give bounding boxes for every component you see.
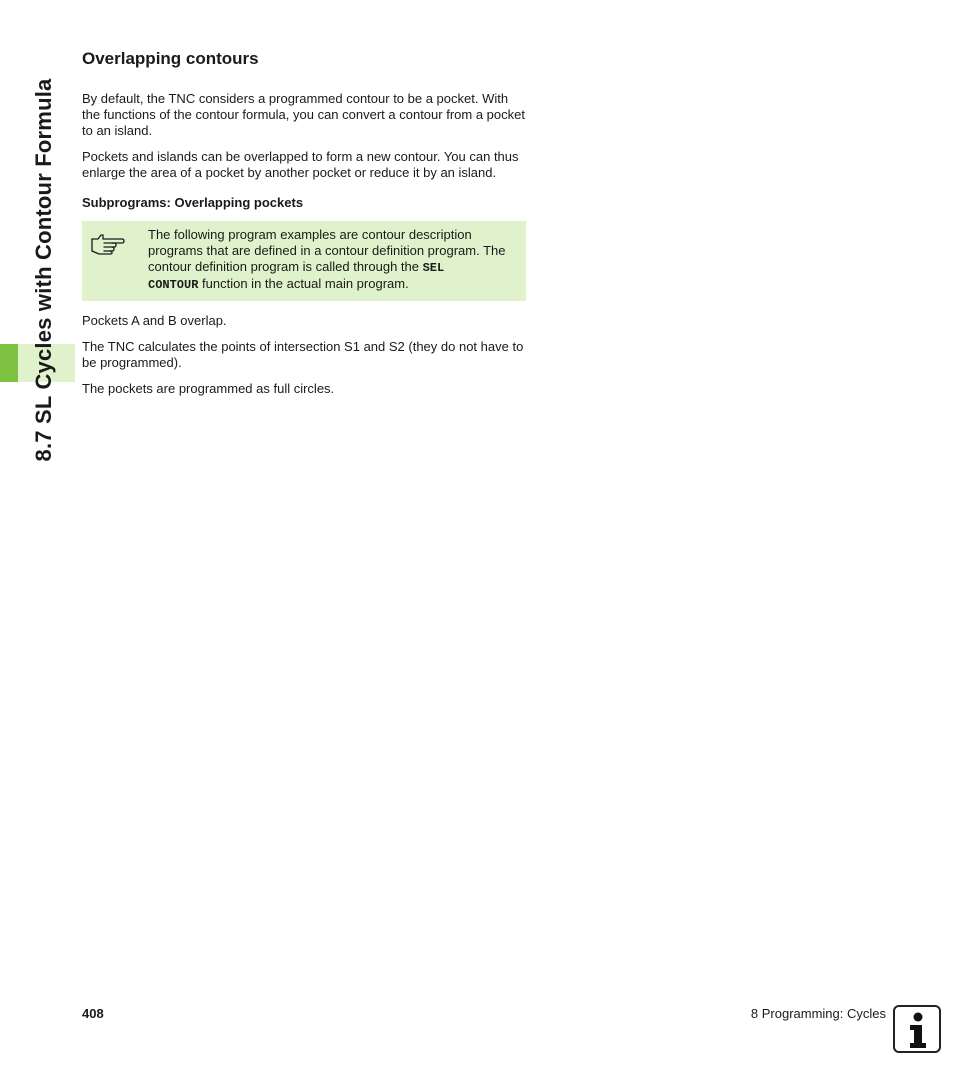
paragraph: Pockets and islands can be overlapped to form a new contour. You can thus enlarge the area of a pocket by another pocket or reduce it by an island.	[82, 149, 519, 180]
pointing-hand-icon	[90, 227, 148, 293]
code-keyword: CONTOUR	[148, 278, 199, 292]
chapter-title: 8.7 SL Cycles with Contour Formula	[31, 78, 56, 462]
note-text	[148, 227, 514, 293]
paragraph: Pockets A and B overlap.	[82, 313, 227, 328]
section-heading: Overlapping contours	[82, 49, 259, 68]
paragraph: By default, the TNC considers a programmed contour to be a pocket. With the functions of the contour formula, you can convert a contour from a pocket to an island.	[82, 91, 525, 138]
info-icon	[893, 1005, 941, 1053]
note-text-part: function in the actual main program.	[198, 276, 409, 291]
page-number: 408	[82, 1006, 104, 1021]
main-content	[82, 48, 526, 407]
paragraph: The pockets are programmed as full circles.	[82, 381, 335, 396]
note-box	[82, 221, 526, 301]
code-keyword: SEL	[422, 261, 445, 275]
note-text-part: The following program examples are contour description programs that are defined in a contour definition program. The contour definition program is called through the	[148, 227, 506, 274]
running-footer-chapter: 8 Programming: Cycles	[750, 1006, 886, 1021]
paragraph: The TNC calculates the points of intersection S1 and S2 (they do not have to be programmed).	[82, 339, 524, 370]
subheading: Subprograms: Overlapping pockets	[82, 195, 304, 210]
